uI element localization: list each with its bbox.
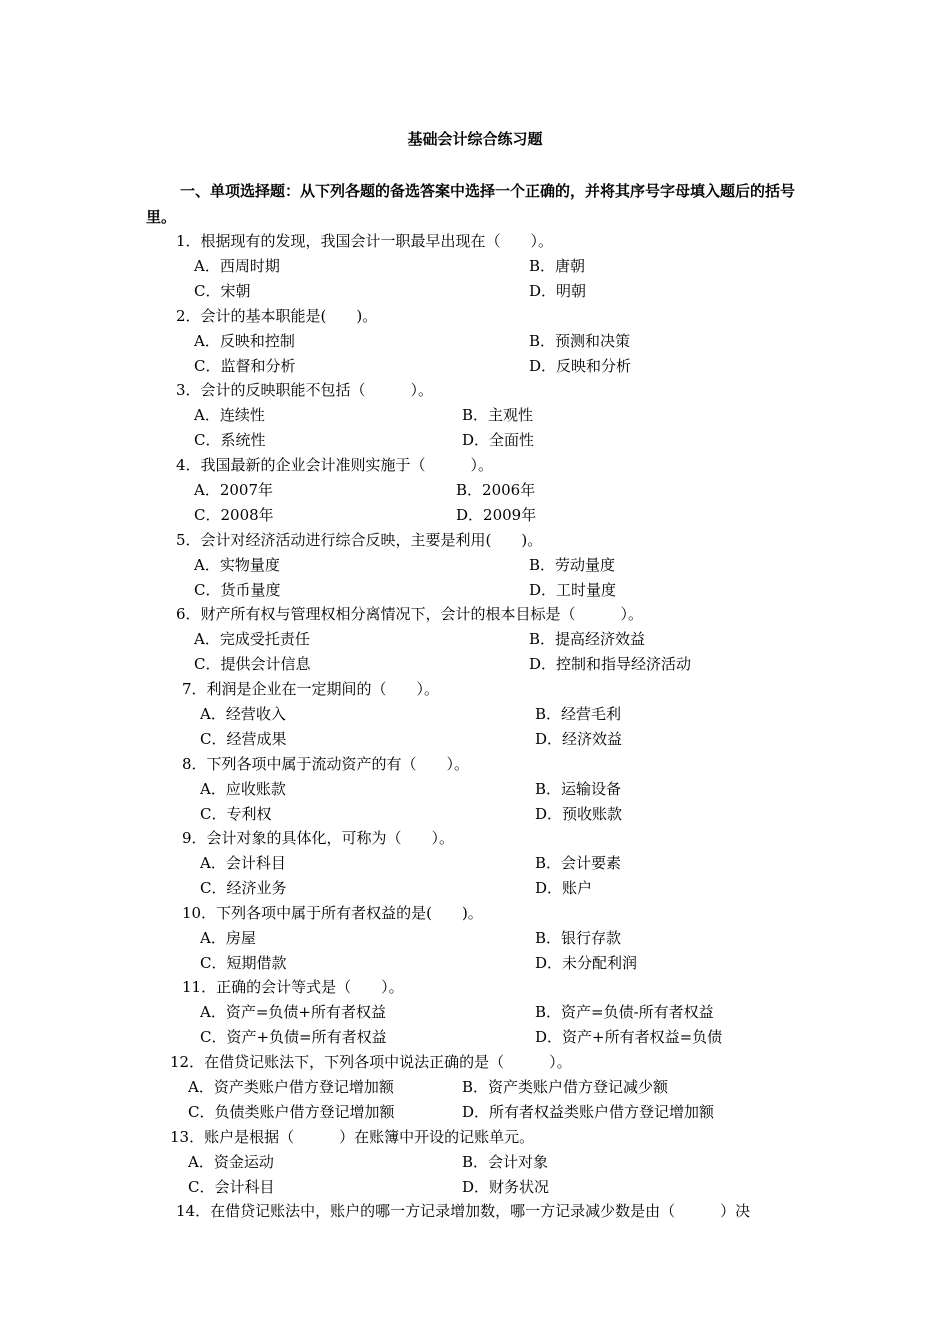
answer-option: A．资产类账户借方登记增加额 (188, 1078, 394, 1096)
answer-option: B．主观性 (462, 406, 534, 424)
section-heading: 一、单项选择题：从下列各题的备选答案中选择一个正确的，并将其序号字母填入题后的括号里。 (146, 182, 796, 226)
answer-option: B．提高经济效益 (529, 630, 646, 648)
answer-option: B．资产=负债-所有者权益 (535, 1003, 714, 1021)
answer-option: D．经济效益 (535, 730, 623, 748)
answer-option: B．预测和决策 (529, 332, 631, 350)
answer-option: A．完成受托责任 (194, 630, 310, 648)
answer-option: C．资产+负债=所有者权益 (200, 1028, 387, 1046)
answer-option: C．会计科目 (188, 1178, 275, 1196)
answer-option: B．会计要素 (535, 854, 622, 872)
answer-option: C．短期借款 (200, 954, 287, 972)
answer-option: D．未分配利润 (535, 954, 638, 972)
question-stem: 14．在借贷记账法中，账户的哪一方记录增加数，哪一方记录减少数是由（ ）决 (176, 1202, 751, 1220)
answer-option: D．工时量度 (529, 581, 617, 599)
question-stem: 13．账户是根据（ ）在账簿中开设的记账单元。 (170, 1128, 535, 1146)
answer-option: C．提供会计信息 (194, 655, 311, 673)
answer-option: D．所有者权益类账户借方登记增加额 (462, 1103, 715, 1121)
answer-option: B．唐朝 (529, 257, 586, 275)
answer-option: A．应收账款 (200, 780, 286, 798)
answer-option: D．反映和分析 (529, 357, 632, 375)
answer-option: B．经营毛利 (535, 705, 622, 723)
page-title: 基础会计综合练习题 (407, 130, 543, 148)
question-stem: 1．根据现有的发现，我国会计一职最早出现在（ ）。 (176, 232, 554, 250)
answer-option: A．2007年 (194, 481, 274, 499)
answer-option: A．会计科目 (200, 854, 286, 872)
answer-option: C．宋朝 (194, 282, 251, 300)
answer-option: D．全面性 (462, 431, 535, 449)
answer-option: A．房屋 (200, 929, 256, 947)
question-stem: 12．在借贷记账法下，下列各项中说法正确的是（ ）。 (170, 1053, 572, 1071)
answer-option: D．资产+所有者权益=负债 (535, 1028, 723, 1046)
answer-option: C．负债类账户借方登记增加额 (188, 1103, 395, 1121)
answer-option: B．劳动量度 (529, 556, 616, 574)
question-stem: 5．会计对经济活动进行综合反映，主要是利用( )。 (176, 531, 543, 549)
answer-option: D．账户 (535, 879, 593, 897)
answer-option: D．预收账款 (535, 805, 623, 823)
question-stem: 3．会计的反映职能不包括（ ）。 (176, 381, 434, 399)
question-stem: 9．会计对象的具体化，可称为（ ）。 (182, 829, 455, 847)
answer-option: C．2008年 (194, 506, 274, 524)
question-stem: 8．下列各项中属于流动资产的有（ ）。 (182, 755, 470, 773)
answer-option: D．财务状况 (462, 1178, 550, 1196)
answer-option: B．会计对象 (462, 1153, 549, 1171)
answer-option: B．2006年 (456, 481, 536, 499)
question-stem: 11．正确的会计等式是（ ）。 (182, 978, 404, 996)
answer-option: A．实物量度 (194, 556, 280, 574)
answer-option: A．资产=负债+所有者权益 (200, 1003, 386, 1021)
question-stem: 4．我国最新的企业会计准则实施于（ ）。 (176, 456, 494, 474)
answer-option: A．经营收入 (200, 705, 286, 723)
answer-option: C．监督和分析 (194, 357, 296, 375)
answer-option: A．反映和控制 (194, 332, 295, 350)
question-stem: 6．财产所有权与管理权相分离情况下，会计的根本目标是（ ）。 (176, 605, 644, 623)
answer-option: C．货币量度 (194, 581, 281, 599)
answer-option: A．连续性 (194, 406, 265, 424)
answer-option: C．专利权 (200, 805, 272, 823)
answer-option: B．运输设备 (535, 780, 622, 798)
answer-option: B．银行存款 (535, 929, 622, 947)
answer-option: C．系统性 (194, 431, 266, 449)
answer-option: A．资金运动 (188, 1153, 274, 1171)
answer-option: D．2009年 (456, 506, 537, 524)
answer-option: B．资产类账户借方登记减少额 (462, 1078, 669, 1096)
question-stem: 7．利润是企业在一定期间的（ ）。 (182, 680, 440, 698)
question-stem: 10．下列各项中属于所有者权益的是( )。 (182, 904, 483, 922)
answer-option: C．经营成果 (200, 730, 287, 748)
answer-option: A．西周时期 (194, 257, 280, 275)
question-stem: 2．会计的基本职能是( )。 (176, 307, 378, 325)
answer-option: D．控制和指导经济活动 (529, 655, 692, 673)
answer-option: C．经济业务 (200, 879, 287, 897)
answer-option: D．明朝 (529, 282, 587, 300)
